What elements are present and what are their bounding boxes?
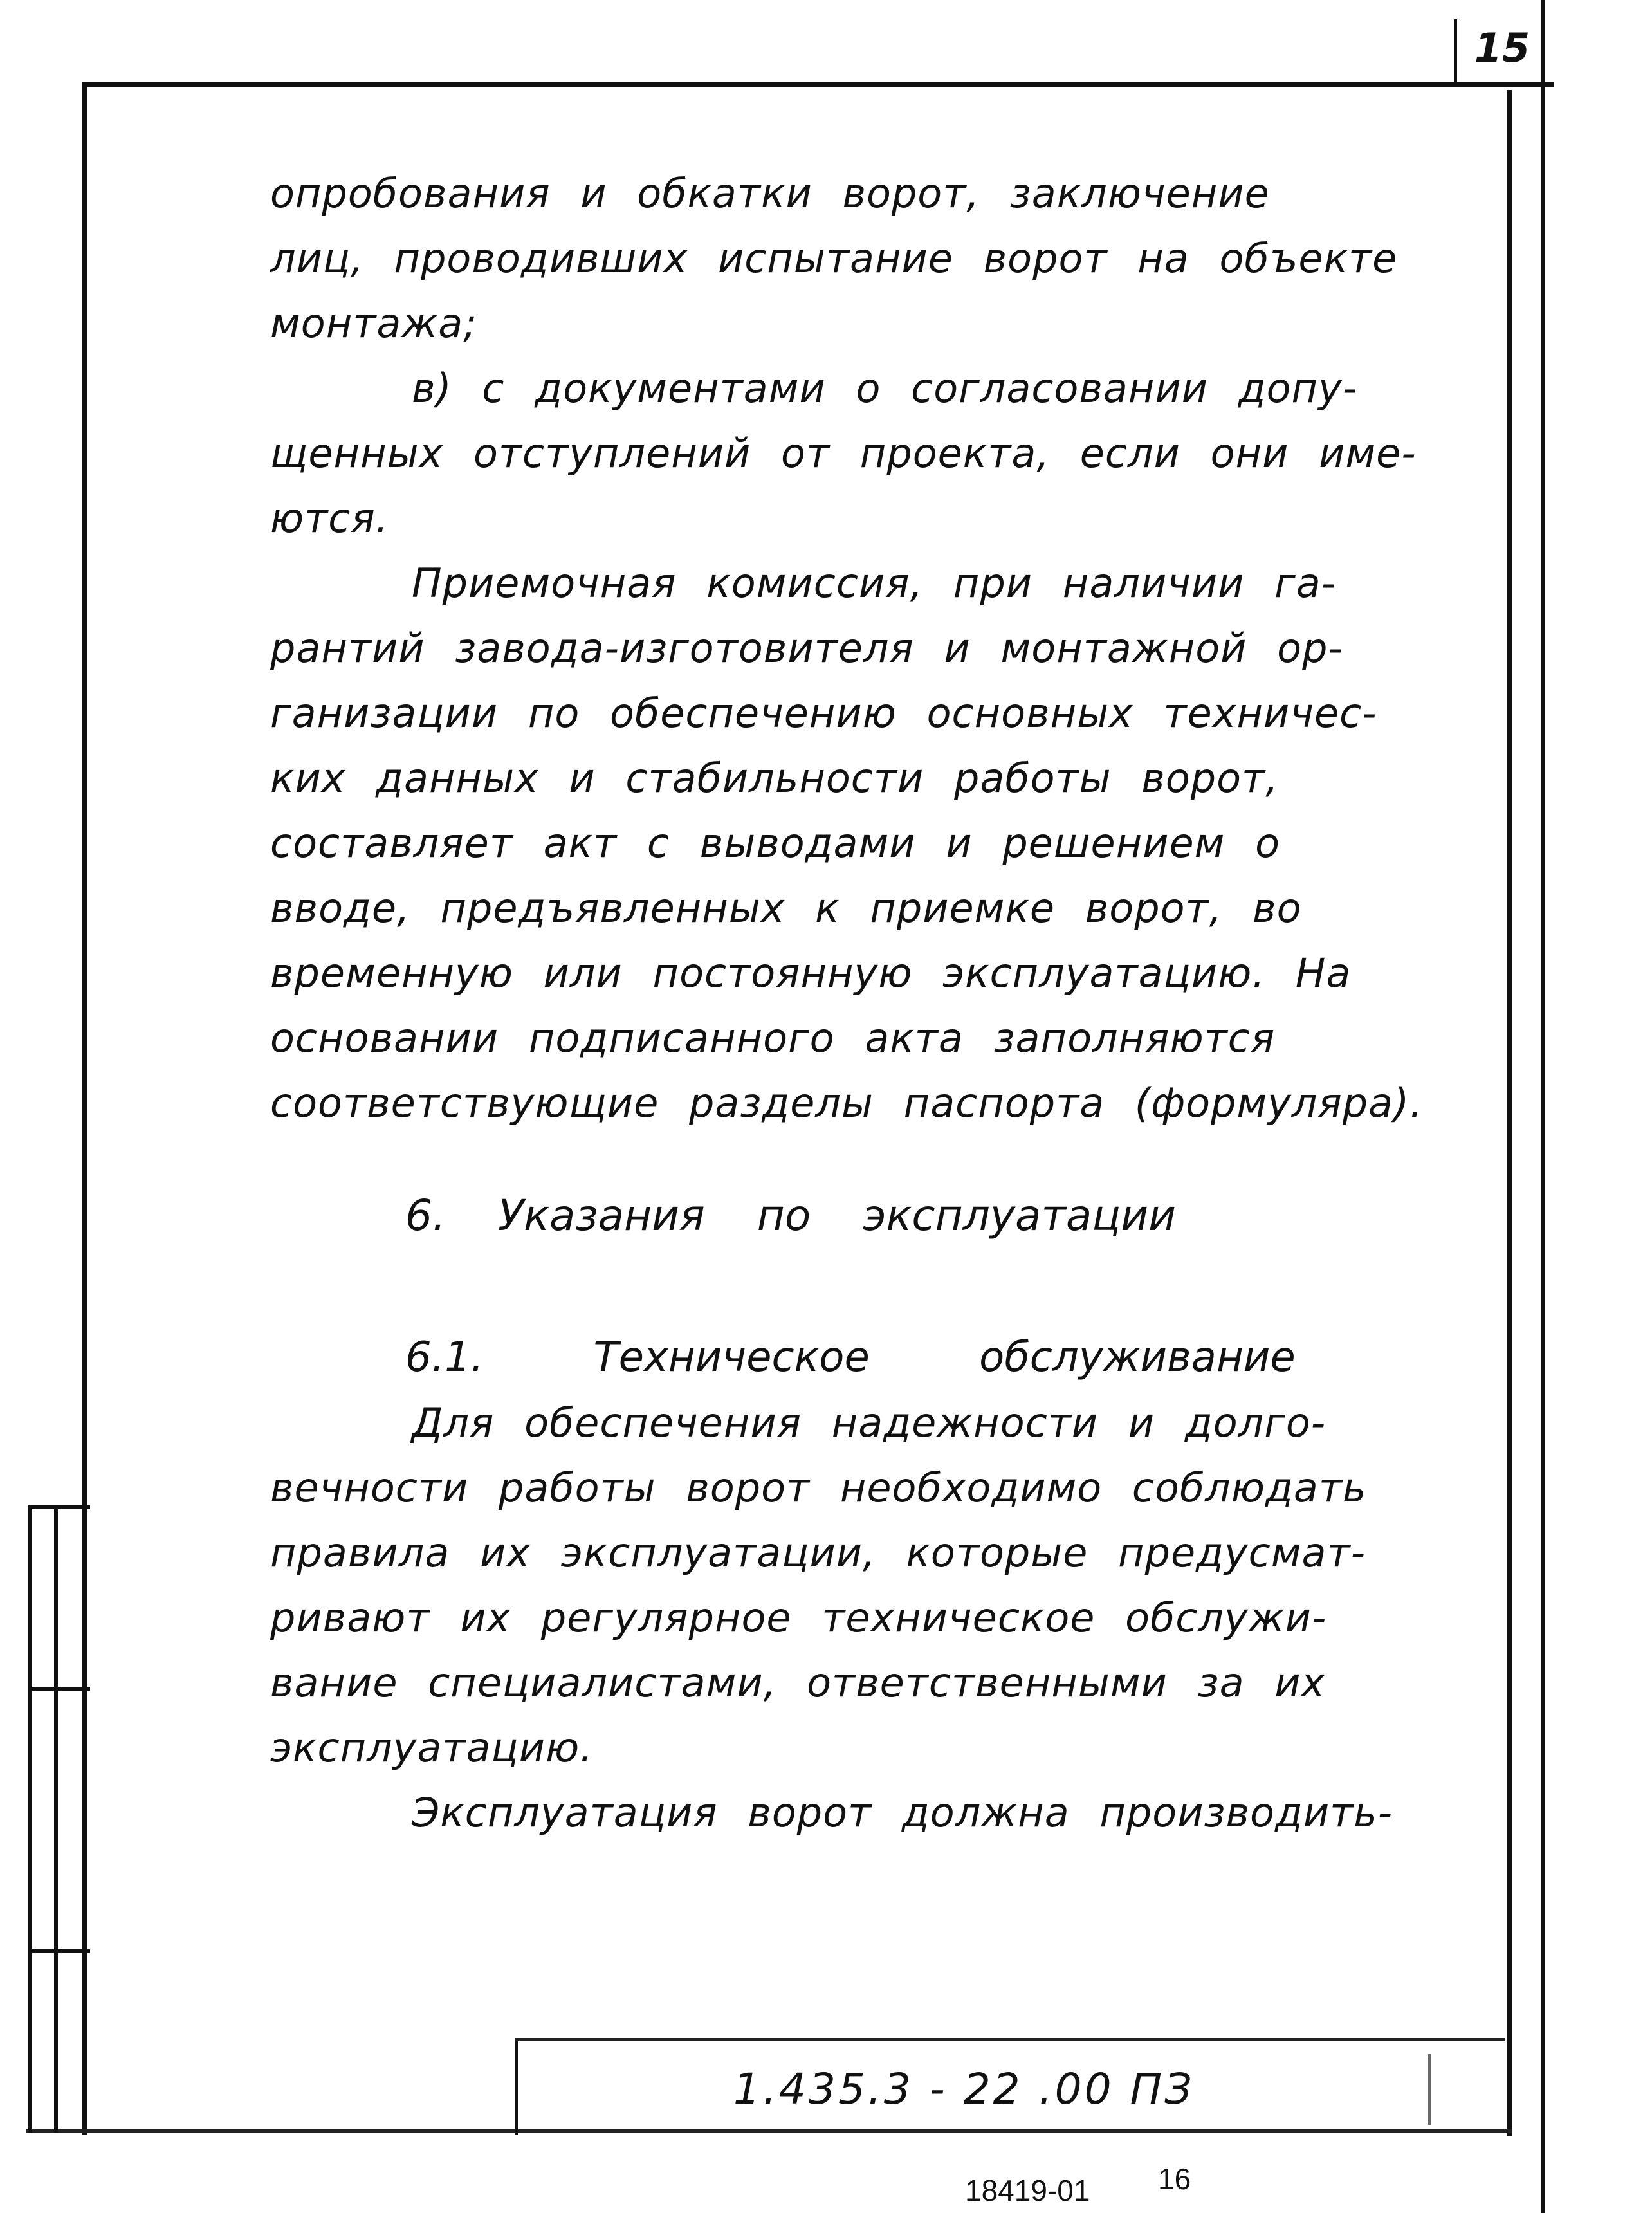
text-line: правила их эксплуатации, которые предусмат- — [270, 1529, 1366, 1576]
text-line: Для обеспечения надежности и долго- — [412, 1399, 1326, 1446]
document-body — [270, 161, 1467, 1135]
text-line: вание специалистами, ответственными за их — [270, 1659, 1326, 1706]
binding-strip-column — [54, 1505, 58, 2133]
subsection-heading: 6.1. Техническое обслуживание — [405, 1334, 1296, 1381]
frame-right-inner-border — [1507, 90, 1512, 2136]
text-line: основании подписанного акта заполняются — [270, 1015, 1276, 1061]
text-line: лиц, проводивших испытание ворот на объекте — [270, 235, 1398, 282]
text-line: ганизации по обеспечению основных техничес- — [270, 690, 1377, 737]
text-line: составляет акт с выводами и решением о — [270, 820, 1281, 867]
text-line: вечности работы ворот необходимо соблюдать — [270, 1464, 1367, 1511]
document-body-continued — [270, 1390, 1467, 1844]
text-line: эксплуатацию. — [270, 1724, 593, 1771]
archive-code: 18419-01 — [965, 2174, 1090, 2207]
text-line: ривают их регулярное техническое обслужи- — [270, 1594, 1327, 1641]
text-line: Приемочная комиссия, при наличии га- — [412, 560, 1337, 607]
text-line: ких данных и стабильности работы ворот, — [270, 755, 1279, 802]
binding-strip-row — [32, 1505, 90, 1509]
text-line: вводе, предъявленных к приемке ворот, во — [270, 885, 1302, 932]
text-line: рантий завода-изготовителя и монтажной ор- — [270, 625, 1343, 672]
text-line: в) с документами о согласовании допу- — [412, 365, 1358, 412]
title-block — [515, 2038, 1505, 2135]
section-heading: 6. Указания по эксплуатации — [405, 1191, 1177, 1240]
document-designation: 1.435.3 - 22 .00 ПЗ — [733, 2064, 1195, 2114]
sheet-number: 15 — [1474, 24, 1530, 71]
text-line: щенных отступлений от проекта, если они име- — [270, 430, 1417, 477]
text-line: Эксплуатация ворот должна производить- — [412, 1789, 1393, 1836]
left-binding-strip — [28, 1505, 90, 2133]
frame-top-border — [82, 82, 1554, 87]
title-block-divider — [515, 2041, 518, 2135]
text-line: монтажа; — [270, 300, 478, 347]
text-line: ются. — [270, 495, 389, 542]
title-block-divider — [1428, 2054, 1431, 2125]
binding-strip-row — [32, 1687, 90, 1691]
page-number: 16 — [1158, 2162, 1191, 2196]
binding-strip-row — [32, 1949, 90, 1953]
text-line: временную или постоянную эксплуатацию. На — [270, 950, 1352, 996]
text-line: соответствующие разделы паспорта (формуляра). — [270, 1079, 1424, 1126]
text-line: опробования и обкатки ворот, заключение — [270, 170, 1270, 217]
frame-right-outer-border — [1541, 0, 1545, 2213]
sheet-number-divider — [1454, 19, 1457, 84]
